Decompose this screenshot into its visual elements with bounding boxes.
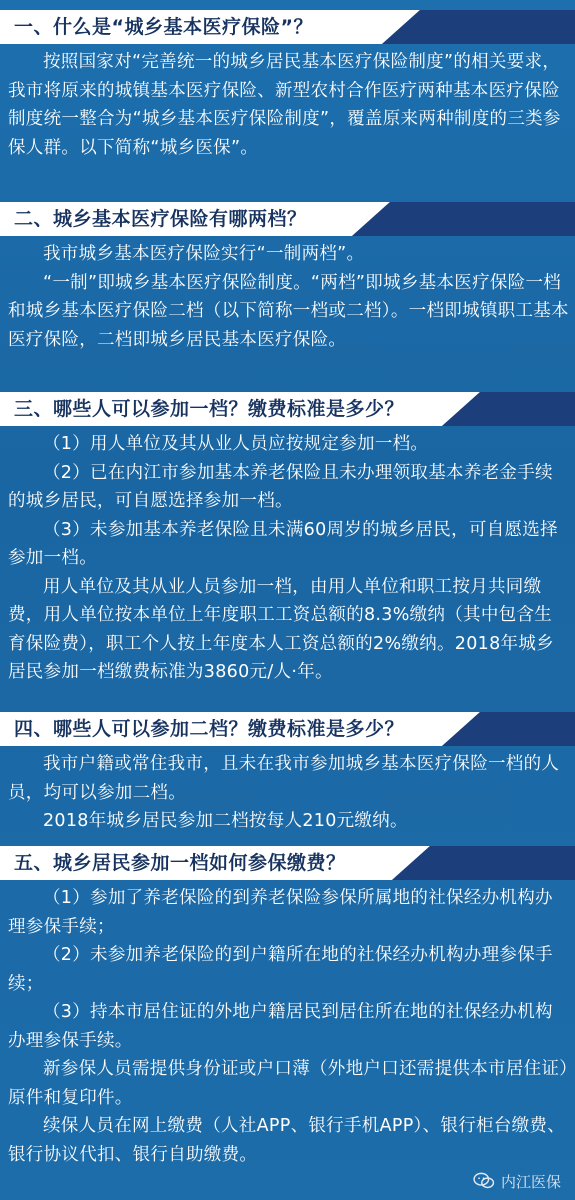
section-2-header <box>0 202 575 236</box>
section-body <box>0 426 575 687</box>
section-title: 一、什么是“城乡基本医疗保险”？ <box>14 16 313 38</box>
section-4-header <box>0 712 575 746</box>
section-title: 四、哪些人可以参加二档？缴费标准是多少？ <box>14 718 405 740</box>
paragraph: （2）已在内江市参加基本养老保险且未办理领取基本养老金手续的城乡居民，可自愿选择参加一档。 <box>8 462 553 511</box>
section-1 <box>0 10 575 162</box>
header-accent <box>352 202 575 236</box>
watermark-text: 内江医保 <box>500 1172 561 1191</box>
section-title: 五、城乡居民参加一档如何参保缴费？ <box>14 852 346 874</box>
paragraph: （3）未参加基本养老保险且未满60周岁的城乡居民，可自愿选择参加一档。 <box>8 519 558 568</box>
section-title: 三、哪些人可以参加一档？缴费标准是多少？ <box>14 398 405 420</box>
paragraph: （1）参加了养老保险的到养老保险参保所属地的社保经办机构办理参保手续； <box>8 888 553 937</box>
paragraph: （3）持本市居住证的外地户籍居民到居住所在地的社保经办机构办理参保手续。 <box>8 1002 553 1051</box>
paragraph: 按照国家对“完善统一的城乡居民基本医疗保险制度”的相关要求，我市将原来的城镇基本医疗保险、新型农村合作医疗两种基本医疗保险制度统一整合为“城乡基本医疗保险制度”，覆盖原来两种制度的三类参保人群。以下简称“城乡医保”。 <box>8 52 561 158</box>
section-3 <box>0 392 575 687</box>
section-1-header <box>0 10 575 44</box>
wechat-icon <box>473 1172 495 1190</box>
paragraph: 新参保人员需提供身份证或户口薄（外地户口还需提供本市居住证）原件和复印件。 <box>8 1059 569 1108</box>
section-4 <box>0 712 575 836</box>
section-body <box>0 746 575 836</box>
section-5 <box>0 846 575 1169</box>
paragraph: 用人单位及其从业人员参加一档，由用人单位和职工按月共同缴费，用人单位按本单位上年度职工工资总额的8.3%缴纳（其中包含生育保险费），职工个人按上年度本人工资总额的2%缴纳。2018年城乡居民参加一档缴费标准为3860元/人·年。 <box>8 576 554 682</box>
paragraph: 我市户籍或常住我市，且未在我市参加城乡基本医疗保险一档的人员，均可以参加二档。 <box>8 754 560 803</box>
section-body <box>0 236 575 354</box>
section-5-header <box>0 846 575 880</box>
paragraph: （2）未参加养老保险的到户籍所在地的社保经办机构办理参保手续； <box>8 945 553 994</box>
paragraph: “一制”即城乡基本医疗保险制度。“两档”即城乡基本医疗保险一档和城乡基本医疗保险二档（以下简称一档或二档）。一档即城镇职工基本医疗保险，二档即城乡居民基本医疗保险。 <box>8 272 569 350</box>
paragraph: 2018年城乡居民参加二档按每人210元缴纳。 <box>43 811 408 831</box>
paragraph: 我市城乡基本医疗保险实行“一制两档”。 <box>43 244 365 264</box>
section-body <box>0 880 575 1169</box>
section-3-header <box>0 392 575 426</box>
section-title: 二、城乡基本医疗保险有哪两档？ <box>14 208 307 230</box>
section-body <box>0 44 575 162</box>
paragraph: （1）用人单位及其从业人员应按规定参加一档。 <box>43 434 429 454</box>
paragraph: 续保人员在网上缴费（人社APP、银行手机APP）、银行柜台缴费、银行协议代扣、银行自助缴费。 <box>8 1116 566 1165</box>
section-2 <box>0 202 575 354</box>
watermark <box>473 1170 561 1192</box>
